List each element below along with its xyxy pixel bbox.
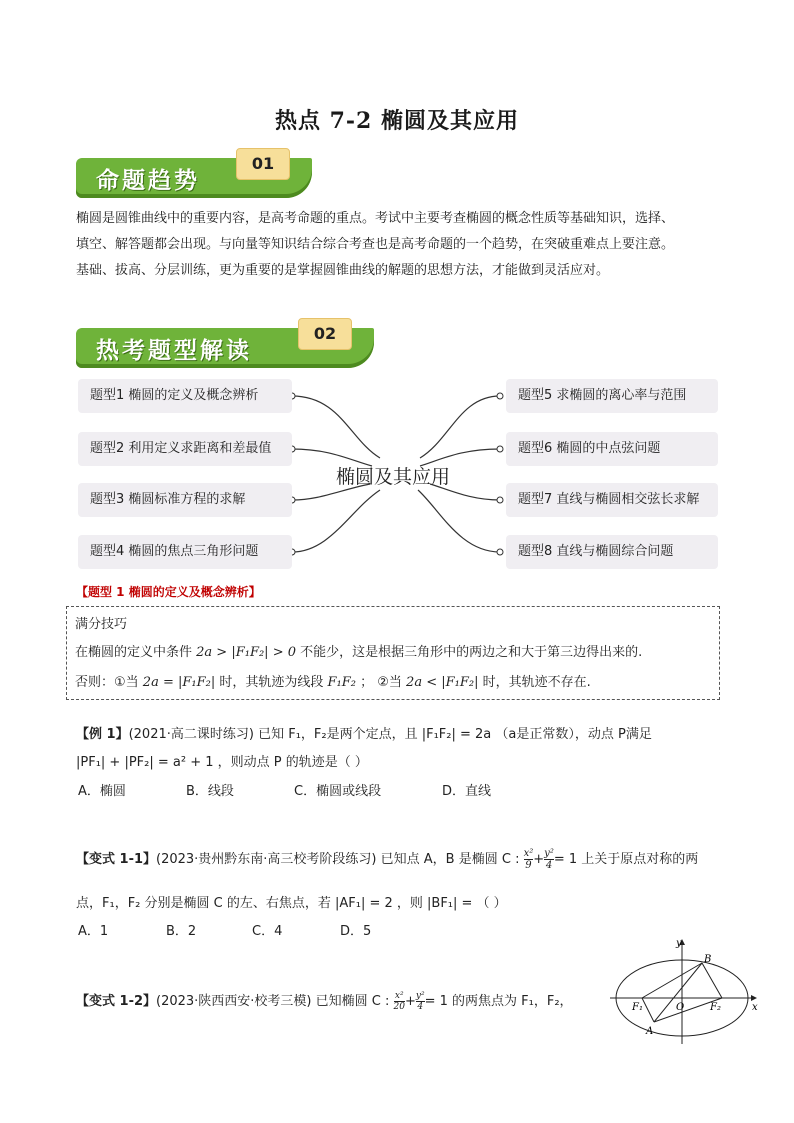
label-f1: F₁ [632,1002,643,1013]
frac-den: 20 [393,1002,405,1012]
label-x: x [752,1002,758,1013]
mindmap-center: 椭圆及其应用 [336,466,451,488]
tips-text: 时，其轨迹为线段 [219,675,324,690]
tips-text: 在椭圆的定义中条件 [75,645,193,660]
tips-math: 2a = |F₁F₂| [142,675,216,690]
fraction-x [394,991,405,1012]
example-text: 已知 F₁，F₂是两个定点，且 |F₁F₂| = 2a （a是正常数），动点 P满足 [258,727,652,742]
variant-source: (2023·贵州黔东南·高三校考阶段练习) [156,852,377,867]
mindmap-item-type3: 题型3 椭圆标准方程的求解 [78,483,292,517]
fraction-x [524,848,534,871]
example-1-option-d: D．直线 [442,784,492,799]
tips-math: 2a > |F₁F₂| > 0 [196,645,296,660]
variant-label: 【变式 1-2】 [76,994,157,1009]
equation-rhs: = 1 [424,994,448,1009]
variant-1-1-option-d: D．5 [340,924,372,939]
tips-line-2 [75,671,591,690]
label-b: B [704,954,712,965]
variant-source: (2023·陕西西安·校考三模) [156,994,312,1009]
tips-text: ； ②当 [360,675,402,690]
example-label: 【例 1】 [76,727,129,742]
mindmap-item-type7: 题型7 直线与椭圆相交弦长求解 [506,483,718,517]
variant-label: 【变式 1-1】 [76,852,157,867]
variant-text: 已知点 A，B 是椭圆 C : [380,852,520,867]
frac-num: x² [523,848,534,859]
tips-heading: 满分技巧 [75,617,128,632]
example-1-line-1 [76,723,652,742]
tips-line-1 [75,641,642,660]
variant-text: 已知椭圆 C : [315,994,390,1009]
label-o: O [676,1002,685,1013]
example-1-option-c: C．椭圆或线段 [294,784,382,799]
mindmap-item-type4: 题型4 椭圆的焦点三角形问题 [78,535,292,569]
fraction-y [544,848,554,871]
variant-1-1-option-b: B．2 [166,924,197,939]
variant-1-1-line-2: 点，F₁，F₂ 分别是椭圆 C 的左、右焦点，若 |AF₁| = 2 ，则 |BF₁| = （ ） [76,896,507,911]
banner-title: 热考题型解读 [96,337,252,364]
variant-1-1-option-c: C．4 [252,924,283,939]
example-1-option-b: B．线段 [186,784,234,799]
trend-line-3: 基础、拔高、分层训练，更为重要的是掌握圆锥曲线的解题的思想方法，才能做到灵活应对。 [76,263,610,278]
variant-1-1-line-1: 【变式 1-1】(2023·贵州黔东南·高三校考阶段练习) 已知点 A，B 是椭圆 C : $\frac{\text{x²}}{9}$ + $\frac{\text{y²}}{4}$ = 1 上关于原点对称的两 [76,848,699,871]
trend-line-2: 填空、解答题都会出现。与向量等知识结合综合考查也是高考命题的一个趋势，在突破重难点上要注意。 [76,237,675,252]
tips-box [66,606,720,700]
label-y: y [676,938,682,949]
variant-text: 的两焦点为 F₁，F₂， [452,994,573,1009]
fraction-y [416,991,425,1012]
frac-num: y² [415,991,425,1001]
frac-num: x² [394,991,404,1001]
frac-num: y² [544,848,554,859]
mindmap-item-type6: 题型6 椭圆的中点弦问题 [506,432,718,466]
example-1-option-a: A．椭圆 [78,784,126,799]
section-heading-type1: 【题型 1 椭圆的定义及概念辨析】 [76,585,261,599]
label-a: A [646,1026,654,1037]
example-1-line-2: |PF₁| + |PF₂| = a² + 1 ，则动点 P 的轨迹是（ ） [76,755,368,770]
equation-rhs: = 1 [553,852,578,867]
tips-math: 2a < |F₁F₂| [406,675,479,690]
banner-number: 02 [298,318,352,350]
tips-text: 否则：①当 [75,675,139,690]
tips-text: 时，其轨迹不存在. [482,675,591,690]
page-title: 热点 7-2 椭圆及其应用 [274,108,520,134]
variant-1-2-line-1: 【变式 1-2】(2023·陕西西安·校考三模) 已知椭圆 C : $\frac{\text{x²}}{20}$ + $\frac{\text{y²}}{4}$ = 1 的两焦点为 F₁，F₂， [76,991,573,1012]
label-f2: F₂ [710,1002,721,1013]
frac-den: 4 [417,1002,424,1012]
frac-den: 4 [545,860,553,871]
tips-text: 不能少，这是根据三角形中的两边之和大于第三边得出来的. [300,645,643,660]
variant-1-1-option-a: A．1 [78,924,109,939]
frac-den: 9 [525,860,532,871]
mindmap-item-type2: 题型2 利用定义求距离和差最值 [78,432,292,466]
tips-math: F₁F₂ [327,675,356,690]
variant-text: 上关于原点对称的两 [581,852,699,867]
mindmap-item-type1: 题型1 椭圆的定义及概念辨析 [78,379,292,413]
mindmap-item-type5: 题型5 求椭圆的离心率与范围 [506,379,718,413]
trend-line-1: 椭圆是圆锥曲线中的重要内容，是高考命题的重点。考试中主要考查椭圆的概念性质等基础知识，选择、 [76,211,675,226]
ellipse-figure [606,932,766,1048]
banner-title: 命题趋势 [96,167,200,194]
mindmap-item-type8: 题型8 直线与椭圆综合问题 [506,535,718,569]
banner-number: 01 [236,148,290,180]
example-source: (2021·高二课时练习) [128,727,254,742]
